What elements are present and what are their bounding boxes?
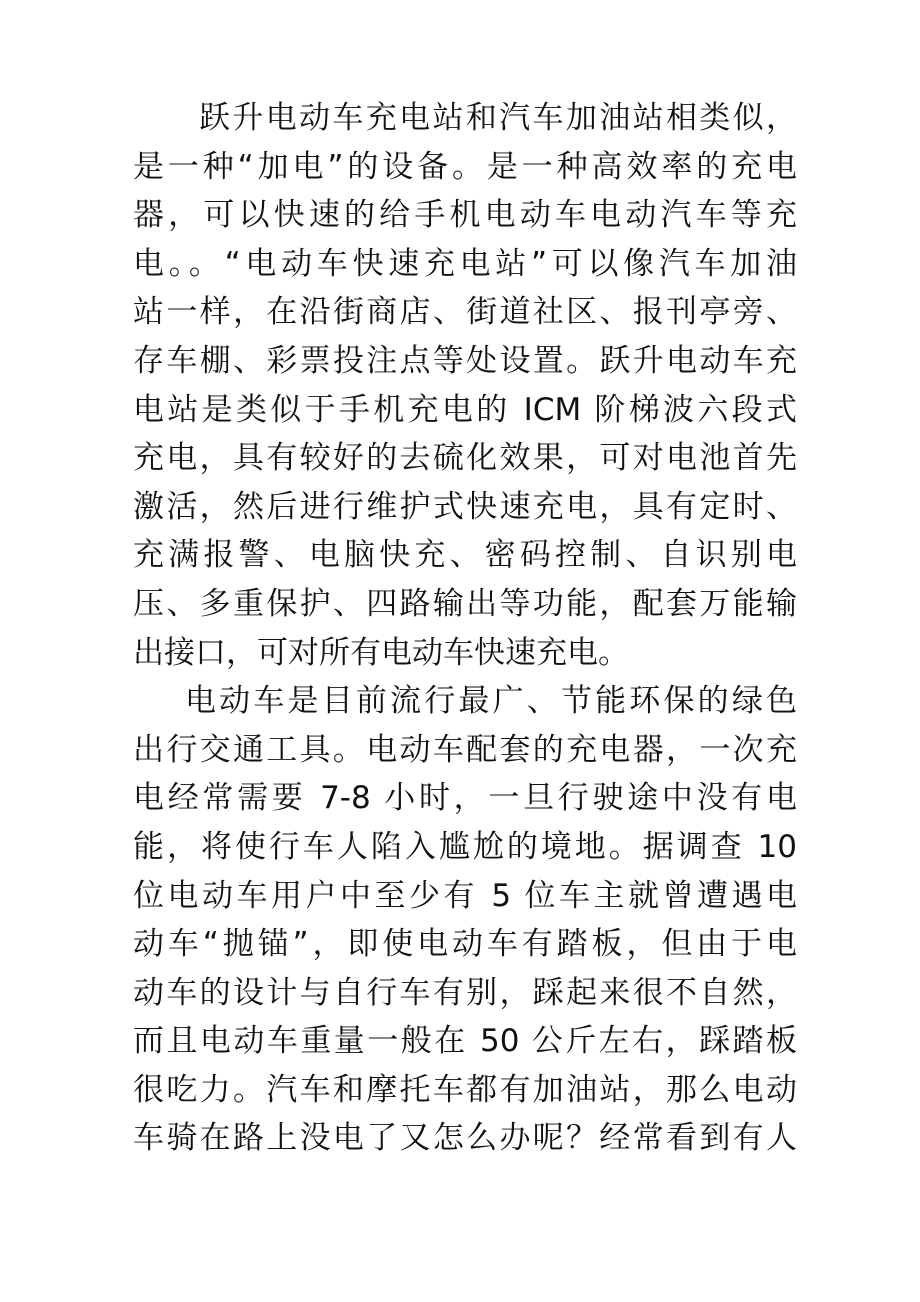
text-line: 而且电动车重量一般在 50 公斤左右，踩踏板: [133, 1023, 797, 1060]
text-line: 出接口，可对所有电动车快速充电。: [133, 634, 629, 671]
text-line: 位电动车用户中至少有 5 位车主就曾遭遇电: [133, 877, 797, 914]
text-line: 压、多重保护、四路输出等功能，配套万能输: [133, 585, 797, 622]
text-line: 电经常需要 7-8 小时，一旦行驶途中没有电: [133, 780, 797, 817]
text-line: 是一种“加电”的设备。是一种高效率的充电: [133, 148, 797, 185]
text-line: 充满报警、电脑快充、密码控制、自识别电: [133, 537, 797, 574]
text-line: 很吃力。汽车和摩托车都有加油站，那么电动: [133, 1071, 797, 1108]
text-line: 能，将使行车人陷入尴尬的境地。据调查 10: [133, 828, 797, 865]
paragraph-1: [133, 94, 797, 677]
text-line: 存车棚、彩票投注点等处设置。跃升电动车充: [133, 342, 797, 379]
text-line: 站一样，在沿街商店、街道社区、报刊亭旁、: [133, 294, 797, 331]
text-line: 跃升电动车充电站和汽车加油站相类似，: [199, 100, 797, 136]
text-line: 动车的设计与自行车有别，踩起来很不自然，: [133, 974, 797, 1011]
text-line: 激活，然后进行维护式快速充电，具有定时、: [133, 488, 797, 525]
document-page: [133, 94, 797, 1163]
text-line: 车骑在路上没电了又怎么办呢？经常看到有人: [133, 1120, 797, 1157]
text-line: 动车“抛锚”，即使电动车有踏板，但由于电: [133, 926, 797, 963]
text-line: 出行交通工具。电动车配套的充电器，一次充: [133, 731, 797, 768]
text-line: 充电，具有较好的去硫化效果，可对电池首先: [133, 440, 797, 477]
paragraph-2: [133, 677, 797, 1163]
text-line: 电动车是目前流行最广、节能环保的绿色: [185, 683, 797, 720]
text-line: 电。。“电动车快速充电站”可以像汽车加油: [133, 245, 797, 282]
text-line: 电站是类似于手机充电的 ICM 阶梯波六段式: [133, 391, 797, 428]
text-line: 器，可以快速的给手机电动车电动汽车等充: [133, 197, 797, 234]
